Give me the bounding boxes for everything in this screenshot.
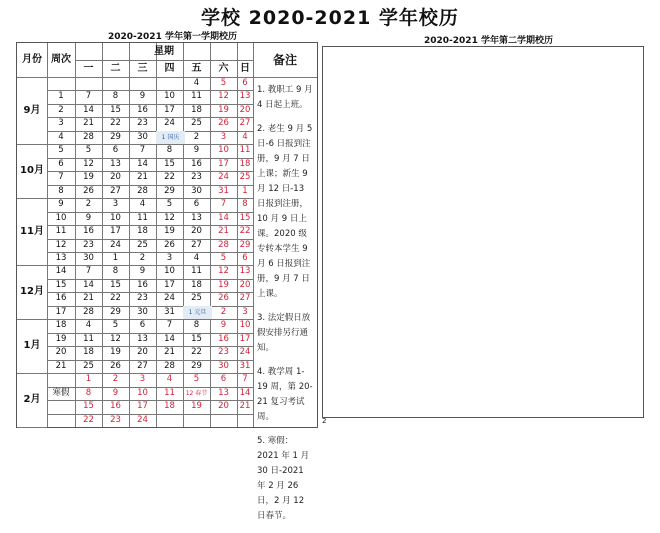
day-cell [183,414,210,427]
day-cell: 15 [110,279,121,290]
day-cell: 12 [83,158,94,169]
week-number: 14 [55,266,67,277]
day-cell: 11 [164,387,175,398]
day-cell: 3 [139,374,146,385]
day-cell: 23 [110,414,121,425]
day-cell: 25 [191,293,202,304]
day-cell: 21 [83,293,94,304]
day-cell: 31 [164,306,175,317]
day-cell: 11 [83,333,94,344]
day-cell: 10 [239,320,251,331]
day-cell: 15 [191,333,202,344]
day-cell: 26 [164,239,175,250]
day-cell: 11 [239,145,251,156]
day-cell: 3 [166,253,173,263]
day-cell: 4 [166,374,173,385]
day-cell: 27 [191,239,202,250]
day-cell: 25 [191,118,202,129]
month-label: 1月 [23,340,41,352]
day-cell: 30 [83,253,94,263]
day-cell: 4 [242,131,248,142]
day-cell: 22 [83,414,94,425]
day-cell: 14 [83,104,94,115]
day-cell: 12 春节 [185,389,208,397]
day-cell: 6 [242,78,248,88]
week-number: 5 [58,145,64,156]
week-number: 12 [55,239,67,250]
day-cell: 14 [239,387,251,398]
day-cell: 19 [164,226,175,237]
day-cell: 8 [112,266,119,277]
day-cell: 26 [218,118,229,129]
header-day: 三 [137,63,148,74]
day-cell: 18 [83,347,94,358]
day-cell: 17 [164,104,175,115]
week-number: 13 [55,253,67,263]
day-cell: 8 [112,91,119,102]
header-day: 六 [218,63,229,74]
week-number: 17 [55,306,67,317]
header-notes: 备注 [272,53,297,67]
day-cell: 26 [110,360,121,371]
day-cell: 23 [137,118,148,129]
day-cell: 6 [220,374,227,385]
day-cell: 2 [112,374,119,385]
day-cell: 29 [164,185,175,196]
day-cell: 1 [85,374,92,385]
page-title: 学校 2020-2021 学年校历 [201,7,459,29]
week-number: 19 [55,333,67,344]
day-cell: 19 [191,401,202,412]
month-label: 12月 [20,286,44,298]
day-cell: 19 [110,347,121,358]
day-cell: 24 [164,118,175,129]
day-cell: 16 [137,104,148,115]
note-item: 4. 教学周 1-19 周，第 20-21 复习考试周。 [257,367,313,422]
week-number: 16 [55,293,67,304]
day-cell: 24 [164,293,175,304]
day-cell: 28 [164,360,175,371]
week-number: 3 [58,118,64,129]
day-cell: 12 [110,333,121,344]
day-cell: 3 [242,306,248,317]
day-cell: 12 [164,212,175,223]
day-cell: 10 [137,387,148,398]
day-cell: 7 [139,145,146,156]
day-cell: 14 [218,212,229,223]
day-cell: 24 [110,239,121,250]
day-cell: 7 [220,199,227,210]
day-cell [210,414,237,427]
day-cell: 24 [137,414,148,425]
day-cell [129,77,156,90]
day-cell: 29 [110,131,121,142]
day-cell [156,77,183,90]
week-number: 7 [58,172,64,183]
month-label: 2月 [23,394,41,406]
day-cell: 1 [242,185,248,196]
day-cell: 19 [218,104,229,115]
day-cell: 21 [137,172,148,183]
header-week: 周次 [51,54,71,65]
week-number: 2 [58,104,64,115]
header-day: 五 [191,63,202,74]
week-number [47,373,75,386]
day-cell: 13 [239,91,251,102]
day-cell: 20 [239,104,251,115]
month-label: 9月 [23,105,41,116]
day-cell: 11 [137,212,148,223]
day-cell: 20 [137,347,148,358]
grid-col-line [253,43,254,427]
header-month: 月份 [22,54,42,65]
day-cell: 11 [191,91,202,102]
day-cell: 2 [85,199,92,210]
month-divider [17,427,47,428]
day-cell: 9 [139,91,146,102]
day-cell: 20 [239,279,251,290]
day-cell: 28 [83,306,94,317]
day-cell: 8 [193,320,200,331]
day-cell: 21 [239,401,251,412]
day-cell: 27 [137,360,148,371]
day-cell: 6 [139,320,146,331]
day-cell: 18 [137,226,148,237]
day-cell [102,77,129,90]
day-cell: 14 [137,158,148,169]
day-cell: 20 [218,401,229,412]
day-cell: 15 [110,104,121,115]
day-cell: 8 [242,199,248,210]
day-cell: 31 [218,185,229,196]
day-cell: 23 [137,293,148,304]
day-cell: 30 [137,306,148,317]
header-day: 一 [83,63,94,74]
note-item: 1. 教职工 9 月 4 日起上班。 [257,85,313,110]
day-cell: 29 [239,239,251,250]
day-cell: 2 [193,131,200,142]
day-cell: 13 [239,266,251,277]
day-cell: 15 [164,158,175,169]
day-cell: 4 [139,199,146,210]
sem1-calendar-table [16,42,318,521]
day-cell: 26 [218,293,229,304]
day-cell: 14 [83,279,94,290]
day-cell: 9 [112,387,119,398]
day-cell: 20 [110,172,121,183]
day-cell: 30 [218,360,229,371]
week-number: 4 [58,131,64,142]
day-cell: 9 [220,320,227,331]
day-cell: 9 [193,145,200,156]
week-number: 6 [58,158,64,169]
day-cell: 16 [110,401,121,412]
note-item: 5. 寒假：2021 年 1 月 30 日-2021 年 2 月 26 日，2 月 12 日春节。 [257,436,310,521]
day-cell: 27 [110,185,121,196]
day-cell: 31 [239,360,251,371]
sem2-subtitle: 2020-2021 学年第二学期校历 [424,36,553,46]
day-cell: 30 [191,185,202,196]
day-cell: 4 [85,320,92,331]
day-cell: 5 [85,145,92,156]
day-cell: 19 [218,279,229,290]
day-cell: 25 [137,239,148,250]
day-cell: 3 [220,131,227,142]
week-number: 9 [58,199,64,210]
day-cell: 24 [218,172,229,183]
day-cell: 29 [191,360,202,371]
day-cell: 1 [112,253,119,263]
day-cell: 7 [85,91,92,102]
day-cell: 16 [218,333,229,344]
month-label: 10月 [20,165,44,177]
day-cell: 9 [139,266,146,277]
day-cell: 23 [83,239,94,250]
day-cell: 18 [239,158,251,169]
day-cell: 9 [85,212,92,223]
day-cell: 6 [242,253,248,263]
day-cell: 27 [239,118,251,129]
day-cell: 4 [193,253,200,263]
day-cell: 23 [191,172,202,183]
header-weekday-span: 星期 [154,46,174,57]
day-cell: 13 [110,158,121,169]
header-day: 日 [240,63,250,74]
day-cell: 30 [137,131,148,142]
week-number: 10 [55,212,67,223]
day-cell: 17 [164,279,175,290]
day-cell: 21 [164,347,175,358]
day-cell: 5 [220,253,227,263]
day-cell: 5 [220,78,227,88]
day-cell: 19 [83,172,94,183]
note-item: 2. 老生 9 月 5 日-6 日报到注册，9 月 7 日上课；新生 9 月 12 日-13 日报到注册，10 月 9 日上课。2020 级专转本学生 9 月 6 日报到注册，9 月 7 日上课。 [257,124,313,299]
day-cell: 18 [191,279,202,290]
day-cell: 13 [137,333,148,344]
day-cell: 17 [110,226,121,237]
day-cell: 1 元旦 [183,306,212,319]
day-cell: 6 [193,199,200,210]
day-cell: 13 [218,387,229,398]
day-cell: 25 [239,172,251,183]
day-cell: 22 [110,118,121,129]
day-cell [156,414,183,427]
week-number [47,77,75,90]
week-number [47,414,75,427]
week-number [47,400,75,413]
day-cell: 18 [191,104,202,115]
month-label: 11月 [20,226,44,238]
day-cell: 15 [83,401,94,412]
day-cell: 2 [139,253,146,263]
day-cell: 1 国庆 [156,131,185,144]
day-cell: 10 [164,266,175,277]
day-cell: 12 [218,91,229,102]
week-number: 20 [55,347,67,358]
day-cell: 21 [83,118,94,129]
day-cell: 17 [137,401,148,412]
header-day: 四 [164,63,175,74]
day-cell: 3 [112,199,119,210]
week-number: 21 [55,360,67,371]
day-cell: 10 [218,145,229,156]
day-cell: 22 [191,347,202,358]
day-cell [75,77,102,90]
day-cell: 24 [239,347,251,358]
day-cell: 8 [166,145,173,156]
note-item: 3. 法定假日放假安排另行通知。 [257,313,311,353]
page-number: 2 [322,417,327,425]
day-cell: 16 [191,158,202,169]
day-cell [237,414,253,427]
day-cell: 4 [193,78,200,88]
day-cell: 7 [166,320,173,331]
day-cell: 16 [137,279,148,290]
week-number: 15 [55,279,67,290]
week-number: 11 [55,226,67,237]
day-cell: 5 [112,320,119,331]
header-day: 二 [110,63,121,74]
week-number: 8 [58,185,64,196]
day-cell: 13 [191,212,202,223]
day-cell: 6 [112,145,119,156]
day-cell: 29 [110,306,121,317]
notes-column [257,83,313,533]
day-cell: 5 [166,199,173,210]
day-cell: 7 [242,374,248,385]
week-number: 1 [58,91,64,102]
day-cell: 17 [218,158,229,169]
day-cell: 26 [83,185,94,196]
day-cell: 18 [164,401,175,412]
day-cell: 15 [239,212,251,223]
day-cell: 20 [191,226,202,237]
day-cell: 22 [110,293,121,304]
day-cell: 11 [191,266,202,277]
day-cell: 16 [83,226,94,237]
day-cell: 21 [218,226,229,237]
week-number: 18 [55,320,67,331]
day-cell: 28 [218,239,229,250]
sem1-subtitle: 2020-2021 学年第一学期校历 [108,32,237,42]
day-cell: 7 [85,266,92,277]
day-cell: 28 [83,131,94,142]
day-cell: 12 [218,266,229,277]
day-cell: 8 [85,387,92,398]
day-cell: 5 [193,374,200,385]
day-cell: 10 [164,91,175,102]
day-cell: 17 [239,333,251,344]
day-cell: 25 [83,360,94,371]
day-cell: 27 [239,293,251,304]
day-cell: 10 [110,212,121,223]
day-cell: 14 [164,333,175,344]
sem2-calendar-table [322,46,644,418]
day-cell: 22 [239,226,251,237]
day-cell: 22 [164,172,175,183]
day-cell: 23 [218,347,229,358]
day-cell: 28 [137,185,148,196]
day-cell: 2 [220,306,227,317]
week-number: 寒假 [52,387,70,398]
